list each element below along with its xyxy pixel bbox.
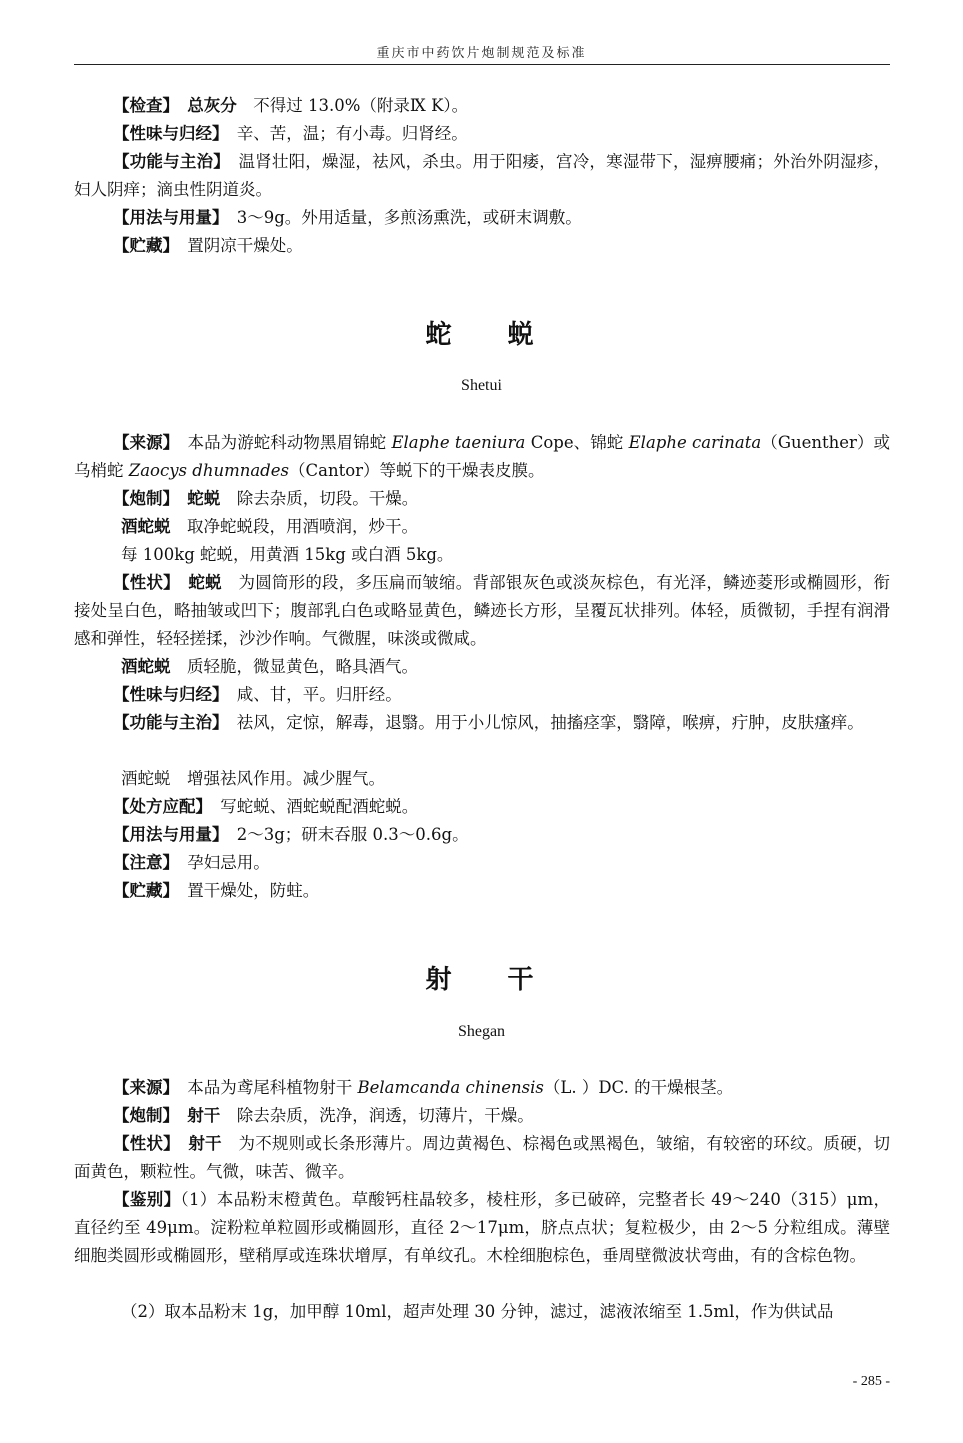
- text: 3～9g。外用适量，多煎汤熏洗，或研末调敷。: [236, 208, 582, 227]
- text: Cope、锦蛇: [530, 433, 624, 452]
- text: 本品为鸢尾科植物射干: [187, 1078, 353, 1097]
- monograph-title-shegan: [0, 959, 963, 996]
- shetui-zhucang-para: [74, 877, 890, 905]
- text: 质轻脆，微显黄色，略具酒气。: [187, 657, 418, 676]
- prev-xingwei-para: [74, 120, 890, 148]
- text: 为圆筒形的段，多压扁而皱缩。背部银灰色或淡灰棕色，有光泽，鳞迹菱形或椭圆形，衔接处呈白色，略抽皱或凹下；腹部乳白色或略显黄色，鳞迹长方形，呈覆瓦状排列。体轻，质微韧，手捏有润滑感和弹性，轻轻搓揉，沙沙作响。气微腥，味淡或微咸。: [74, 573, 891, 648]
- term: 酒蛇蜕: [121, 517, 171, 536]
- text: 祛风，定惊，解毒，退翳。用于小儿惊风，抽搐痉挛，翳障，喉痹，疔肿，皮肤瘙痒。: [236, 713, 864, 732]
- text: 不得过 13.0%（附录Ⅸ K）。: [253, 96, 469, 115]
- shegan-paozhi-para: [74, 1102, 890, 1130]
- latin-name: Elaphe carinata: [628, 433, 762, 452]
- header-rule: [74, 64, 890, 65]
- prev-zhucang-para: [74, 232, 890, 260]
- running-header: 重庆市中药饮片炮制规范及标准: [376, 46, 587, 61]
- title-char: 射: [425, 965, 456, 995]
- term: 射干: [188, 1134, 222, 1153]
- section-label: 【炮制】: [113, 1106, 171, 1125]
- prev-yongfa-para: [74, 204, 890, 232]
- text: （Cantor）等蜕下的干燥表皮膜。: [288, 461, 545, 480]
- shetui-paozhi-para: [74, 485, 890, 513]
- shetui-jiu-gn-para: 酒蛇蜕 增强祛风作用。减少腥气。: [121, 769, 385, 788]
- latin-name: Zaocys dhumnades: [128, 461, 289, 480]
- pinyin-shetui: Shetui: [461, 377, 502, 394]
- shetui-chufang-para: [74, 793, 890, 821]
- shegan-jianbie2-para: （2）取本品粉末 1g，加甲醇 10ml，超声处理 30 分钟，滤过，滤液浓缩至 1.5ml，作为供试品: [121, 1302, 834, 1321]
- section-label: 【贮藏】: [113, 236, 171, 255]
- shetui-yongfa-para: [74, 821, 890, 849]
- term: 蛇蜕: [188, 573, 222, 592]
- shetui-jiu-ratio-para: 每 100kg 蛇蜕，用黄酒 15kg 或白酒 5kg。: [121, 545, 454, 564]
- shetui-zhuyi-para: [74, 849, 890, 877]
- text: 咸、甘，平。归肝经。: [236, 685, 402, 704]
- text: （L. ）DC. 的干燥根茎。: [543, 1078, 734, 1097]
- shegan-xingzhuang-para: [74, 1130, 890, 1186]
- section-label: 【贮藏】: [113, 881, 171, 900]
- page-number: - 285 -: [852, 1374, 890, 1389]
- text: 温肾壮阳，燥湿，祛风，杀虫。用于阳痿，宫冷，寒湿带下，湿痹腰痛；外治外阴湿疹，妇人阴痒；滴虫性阴道炎。: [74, 152, 891, 199]
- text: 2～3g；研末吞服 0.3～0.6g。: [236, 825, 469, 844]
- term: 射干: [187, 1106, 221, 1125]
- section-label: 【用法与用量】: [113, 825, 221, 844]
- text: 孕妇忌用。: [187, 853, 270, 872]
- text: 置干燥处，防蛀。: [187, 881, 320, 900]
- section-label: 【用法与用量】: [113, 208, 221, 227]
- term: 总灰分: [187, 96, 237, 115]
- section-label: 【功能与主治】: [113, 152, 222, 171]
- text: 为不规则或长条形薄片。周边黄褐色、棕褐色或黑褐色，皱缩，有较密的环纹。质硬，切面黄色，颗粒性。气微，味苦、微辛。: [74, 1134, 891, 1181]
- section-label: 【性状】: [113, 1134, 172, 1153]
- title-char: 蜕: [507, 320, 538, 350]
- section-label: 【性味与归经】: [113, 124, 221, 143]
- section-label: 【检查】: [113, 96, 171, 115]
- term: 蛇蜕: [187, 489, 221, 508]
- monograph-title-shetui: [0, 314, 963, 351]
- section-label: 【性状】: [113, 573, 172, 592]
- shetui-xingwei-para: [74, 681, 890, 709]
- text: 置阴凉干燥处。: [187, 236, 303, 255]
- prev-gongneng-para: [74, 148, 890, 204]
- text: （Guenther）或乌梢蛇: [74, 433, 891, 480]
- section-label: 【炮制】: [113, 489, 171, 508]
- text: 除去杂质，洗净，润透，切薄片，干燥。: [236, 1106, 534, 1125]
- shetui-laiyuan-para: [74, 429, 890, 485]
- section-label: 【处方应配】: [113, 797, 204, 816]
- text: 除去杂质，切段。干燥。: [236, 489, 419, 508]
- latin-name: Elaphe taeniura: [391, 433, 526, 452]
- shetui-xingzhuang-para: [74, 569, 890, 653]
- title-char: 蛇: [425, 320, 456, 350]
- text: 辛、苦，温；有小毒。归肾经。: [236, 124, 468, 143]
- title-char: 干: [507, 965, 538, 995]
- section-label: 【性味与归经】: [113, 685, 221, 704]
- section-label: 【来源】: [113, 433, 171, 452]
- section-label: 【鉴别】: [113, 1190, 181, 1209]
- shetui-jiu-para: [74, 513, 890, 541]
- shegan-laiyuan-para: [74, 1074, 890, 1102]
- text: （1）本品粉末橙黄色。草酸钙柱晶较多，棱柱形，多已破碎，完整者长 49～240（315）μm，直径约至 49μm。淀粉粒单粒圆形或椭圆形，直径 2～17μm，脐点点状；复粒极少，由 2～5 分粒组成。薄壁细胞类圆形或椭圆形，壁稍厚或连珠状增厚，有单纹孔。木栓细胞棕色，垂周壁微波状弯曲，有的含棕色物。: [74, 1190, 890, 1265]
- section-label: 【注意】: [113, 853, 171, 872]
- pinyin-shegan: Shegan: [457, 1023, 506, 1040]
- shegan-jianbie-para: [74, 1186, 890, 1270]
- shetui-gongneng-para: [74, 709, 890, 737]
- term: 酒蛇蜕: [121, 657, 171, 676]
- shetui-jiu-xz-para: [74, 653, 890, 681]
- section-label: 【功能与主治】: [113, 713, 221, 732]
- text: 本品为游蛇科动物黑眉锦蛇: [187, 433, 387, 452]
- latin-name: Belamcanda chinensis: [357, 1078, 544, 1097]
- text: 写蛇蜕、酒蛇蜕配酒蛇蜕。: [220, 797, 419, 816]
- section-label: 【来源】: [113, 1078, 171, 1097]
- text: 取净蛇蜕段，用酒喷润，炒干。: [187, 517, 418, 536]
- prev-check-para: [74, 92, 890, 120]
